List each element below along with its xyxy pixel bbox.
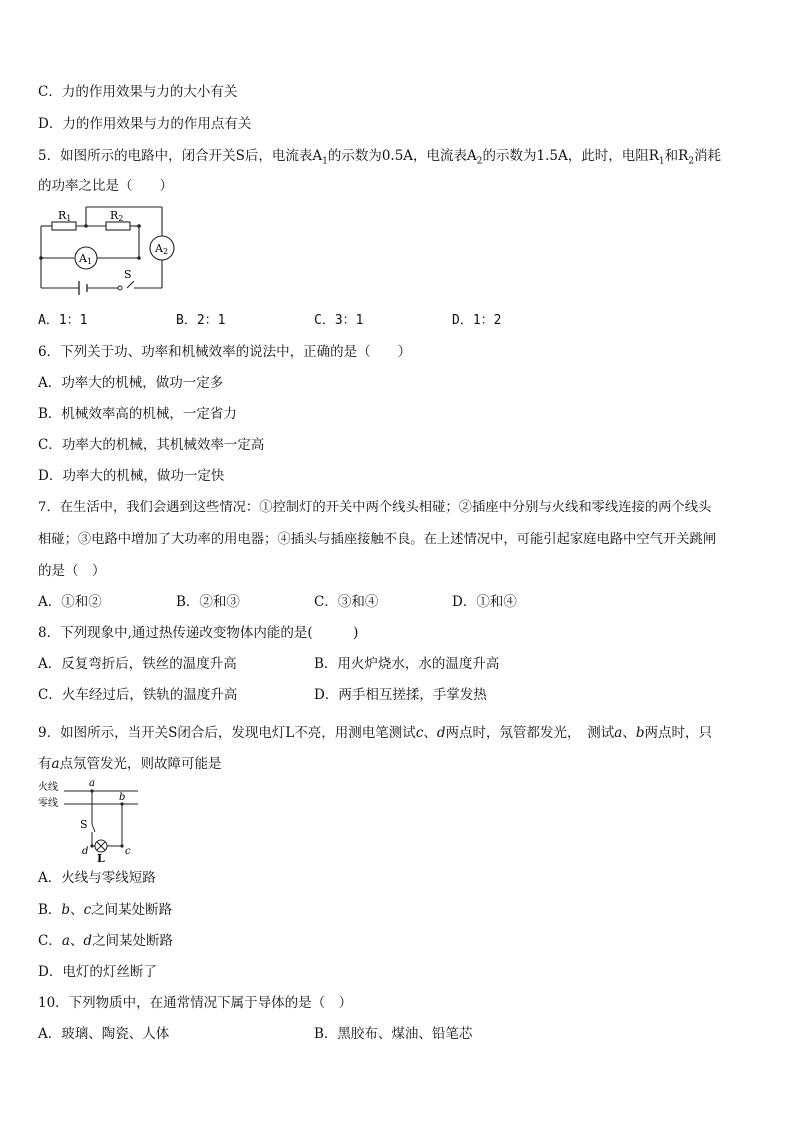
q9-var: b: [61, 902, 71, 918]
q6-stem: 6．下列关于功、功率和机械效率的说法中，正确的是（ ）: [38, 344, 412, 360]
point-c-dot: [120, 844, 123, 847]
live-wire-label: 火线: [38, 782, 58, 793]
q9-stem-part: 点氖管发光，则故障可能是: [59, 756, 222, 772]
q5-circuit-diagram: [34, 200, 194, 300]
q5-stem-part: 消耗: [694, 148, 722, 164]
q9-option-c-text: 之间某处断路: [92, 933, 174, 949]
q5-option-a: A．1：1: [38, 313, 88, 328]
q5-option-b: B．2：1: [176, 313, 226, 328]
r2-resistor: [106, 222, 130, 230]
q10-stem: 10．下列物质中，在通常情况下属于导体的是（ ）: [38, 995, 353, 1011]
q6-option-b: B．机械效率高的机械，一定省力: [38, 406, 237, 422]
q5-sub: 1: [658, 156, 665, 167]
q6-option-a: A．功率大的机械，做功一定多: [38, 375, 224, 391]
q9-var: a: [61, 933, 70, 949]
q9-var: b: [635, 725, 645, 741]
neutral-wire-label: 零线: [38, 798, 58, 809]
r2-label: R2: [110, 209, 124, 223]
q5-sub: 2: [476, 156, 483, 167]
q9-option-a: A．火线与零线短路: [38, 870, 156, 886]
point-d-label: d: [82, 846, 89, 857]
q4-option-c: C．力的作用效果与力的大小有关: [38, 84, 238, 100]
q9-var: c: [415, 725, 424, 741]
q9-var: c: [83, 902, 92, 918]
q9-sep: 、: [423, 725, 437, 741]
q9-var: a: [51, 756, 60, 772]
q9-circuit-diagram: [36, 776, 146, 862]
point-c-label: c: [125, 846, 131, 857]
switch-s-label: S: [80, 818, 88, 831]
q5-stem-line1: [38, 147, 721, 171]
q5-stem-part: 的示数为0.5A，电流表A: [327, 148, 477, 164]
q5-stem-part: 5．如图所示的电路中，闭合开关S后，电流表A: [38, 148, 323, 164]
q9-option-d: D．电灯的灯丝断了: [38, 964, 157, 980]
q6-option-c: C．功率大的机械，其机械效率一定高: [38, 437, 265, 453]
q9-stem-part: 9．如图所示，当开关S闭合后，发现电灯L不亮，用测电笔测试: [38, 725, 416, 741]
q9-sep: 、: [70, 902, 84, 918]
q10-option-b: B．黑胶布、煤油、铅笔芯: [314, 1026, 473, 1042]
q9-sep: 、: [622, 725, 636, 741]
q9-sep: 、: [69, 933, 84, 949]
q9-option-b-text: 之间某处断路: [91, 902, 173, 918]
q5-option-d: D．1：2: [452, 313, 502, 328]
a2-label: A2: [155, 242, 169, 256]
junction-dot: [84, 224, 88, 228]
a1-label: A1: [79, 252, 93, 266]
q9-stem-line2: [38, 755, 222, 773]
q5-sub: 2: [688, 156, 695, 167]
q9-option-b-prefix: B．: [38, 902, 62, 918]
lamp-l-label: L: [97, 852, 105, 862]
q7-option-c: C．③和④: [314, 594, 379, 610]
point-b-label: b: [119, 792, 126, 803]
junction-dot: [39, 256, 43, 260]
r1-label: R1: [58, 209, 72, 223]
r1-resistor: [52, 222, 76, 230]
q5-sub: 1: [322, 156, 328, 167]
point-d-dot: [90, 844, 93, 847]
switch-contact: [118, 286, 122, 290]
q9-var: d: [436, 725, 446, 741]
q7-option-d: D．①和④: [452, 594, 517, 610]
q9-stem-part: 两点时，只: [644, 725, 712, 741]
q7-stem-line1: 7．在生活中，我们会遇到这些情况：①控制灯的开关中两个线头相碰；②插座中分别与火线和零线连接的两个线头: [38, 500, 712, 515]
q9-stem-part: 两点时，氖管都发光， 测试: [445, 725, 615, 741]
q9-stem-line1: [38, 724, 712, 742]
q4-option-d: D．力的作用效果与力的作用点有关: [38, 116, 252, 132]
q8-option-b: B．用火炉烧水，水的温度升高: [314, 656, 500, 672]
q9-option-b: [38, 901, 172, 919]
q9-stem-part: 有: [38, 756, 52, 772]
q8-stem: 8．下列现象中,通过热传递改变物体内能的是( ): [38, 625, 359, 641]
q7-option-b: B．②和③: [176, 594, 240, 610]
junction-dot: [137, 256, 141, 260]
q8-option-c: C．火车经过后，铁轨的温度升高: [38, 687, 238, 703]
q7-option-a: A．①和②: [38, 594, 102, 610]
point-a-label: a: [89, 778, 95, 789]
junction-dot: [137, 224, 141, 228]
q7-stem-line3: 的是（ ）: [38, 563, 106, 579]
q10-option-a: A．玻璃、陶瓷、人体: [38, 1026, 170, 1042]
q7-stem-line2: 相碰；③电路中增加了大功率的用电器；④插头与插座接触不良。在上述情况中，可能引起家庭电路中空气开关跳闸: [38, 532, 717, 547]
q6-option-d: D．功率大的机械，做功一定快: [38, 468, 225, 484]
switch-label: S: [124, 268, 132, 281]
q9-option-c-prefix: C．: [38, 933, 62, 949]
q5-stem-part: 和R: [664, 148, 689, 164]
q8-option-a: A．反复弯折后，铁丝的温度升高: [38, 656, 237, 672]
point-a-dot: [90, 789, 93, 792]
q5-stem-part: 的示数为1.5A，此时，电阻R: [482, 148, 659, 164]
q9-option-c: [38, 932, 173, 950]
q9-var: a: [614, 725, 623, 741]
q5-option-c: C．3：1: [314, 313, 364, 328]
q8-option-d: D．两手相互搓揉，手掌发热: [314, 687, 487, 703]
q9-var: d: [83, 933, 93, 949]
q5-stem-line2: 的功率之比是（ ）: [38, 178, 173, 194]
